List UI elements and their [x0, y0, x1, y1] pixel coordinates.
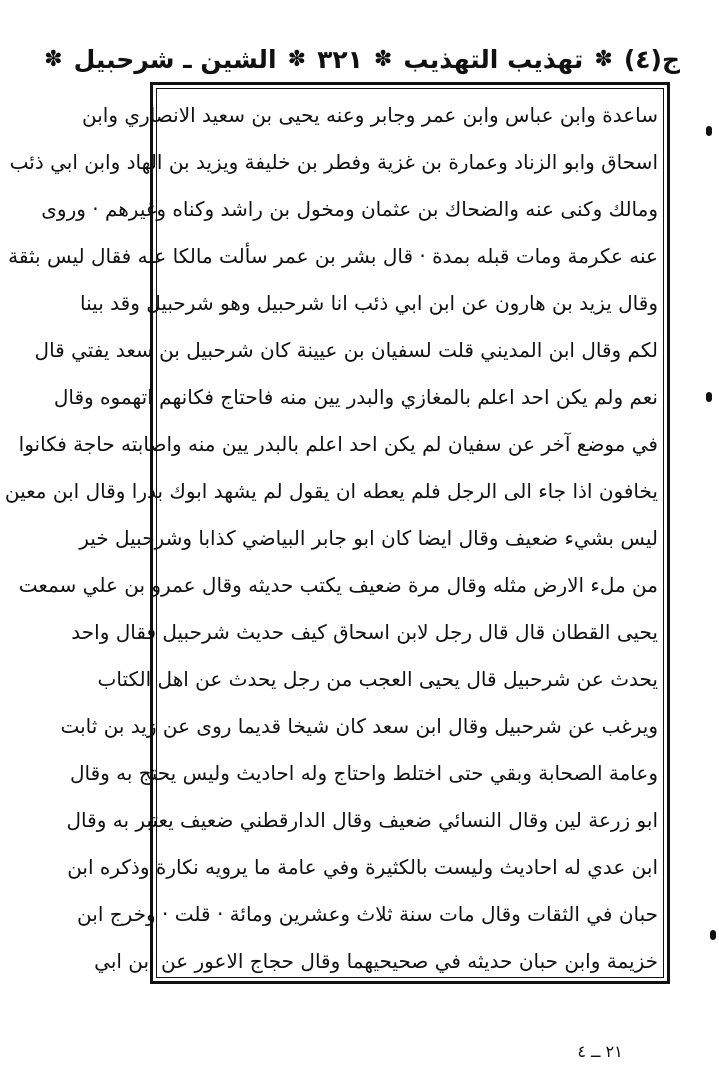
page-number: ٣٢١	[317, 44, 363, 74]
book-title: تهذيب التهذيب	[403, 44, 584, 74]
text-line: ساعدة وابن عباس وابن عمر وجابر وعنه يحيى بن سعيد الانصاري وابن	[82, 103, 658, 127]
text-line: يحدث عن شرحبيل قال يحيى العجب من رجل يحدث عن اهل الكتاب	[97, 667, 658, 691]
margin-mark	[706, 126, 712, 136]
ornament-icon: ✽	[373, 46, 393, 72]
text-line: حبان في الثقات وقال مات سنة ثلاث وعشرين ومائة · قلت · وخرج ابن	[77, 902, 658, 926]
ornament-icon: ✽	[44, 46, 63, 72]
text-line: يحيى القطان قال قال رجل لابن اسحاق كيف حديث شرحبيل فقال واحد	[71, 620, 658, 644]
text-line: ابن عدي له احاديث وليست بالكثيرة وفي عامة ما يرويه نكارة وذكره ابن	[67, 855, 658, 879]
ornament-icon: ✽	[594, 46, 613, 72]
text-line: وعامة الصحابة وبقي حتى اختلط واحتاج وله احاديث وليس يحتج به وقال	[69, 761, 658, 785]
text-line: يخافون اذا جاء الى الرجل فلم يعطه ان يقول لم يشهد ابوك بدرا وقال ابن معين	[4, 479, 658, 503]
text-line: نعم ولم يكن احد اعلم بالمغازي والبدر يين منه فاحتاج فكانهم اتهموه وقال	[53, 385, 658, 409]
text-line: وقال يزيد بن هارون عن ابن ابي ذئب انا شرحبيل وهو شرحبيل وقد بينا	[80, 291, 658, 315]
text-line: ليس بشيء ضعيف وقال ايضا كان ابو جابر البياضي كذابا وشرحبيل خير	[79, 526, 658, 550]
text-line: عنه عكرمة ومات قبله بمدة · قال بشر بن عمر سألت مالكا عنه فقال ليس بثقة	[8, 244, 658, 268]
body-text	[4, 92, 658, 973]
text-line: لكم وقال ابن المديني قلت لسفيان بن عيينة كان شرحبيل بن سعد يفتي قال	[34, 338, 658, 362]
text-line: في موضع آخر عن سفيان لم يكن احد اعلم بالبدر يين منه واصابته حاجة فكانوا	[18, 432, 658, 456]
signature-mark: ٢١ ــ ٤	[577, 1042, 623, 1061]
margin-mark	[710, 930, 716, 940]
text-line: ويرغب عن شرحبيل وقال ابن سعد كان شيخا قديما روى عن زيد بن ثابت	[60, 714, 658, 738]
text-line: ابو زرعة لين وقال النسائي ضعيف وقال الدارقطني ضعيف يعتبر به وقال	[66, 808, 658, 832]
running-header	[40, 36, 680, 82]
section-title: الشين ـ شرحبيل	[73, 44, 277, 74]
text-line: خزيمة وابن حبان حديثه في صحيحيهما وقال حجاج الاعور عن ابن ابي	[94, 949, 658, 973]
margin-mark	[706, 392, 712, 402]
ornament-icon: ✽	[287, 46, 307, 72]
volume-label: ج(٤)	[623, 44, 680, 74]
text-line: من ملء الارض مثله وقال مرة ضعيف يكتب حديثه وقال عمرو بن علي سمعت	[18, 573, 658, 597]
text-line: اسحاق وابو الزناد وعمارة بن غزية وفطر بن خليفة ويزيد بن الهاد وابن ابي ذئب	[9, 150, 658, 174]
text-line: ومالك وكنى عنه والضحاك بن عثمان ومخول بن راشد وكناه وغيرهم · وروى	[41, 197, 658, 221]
